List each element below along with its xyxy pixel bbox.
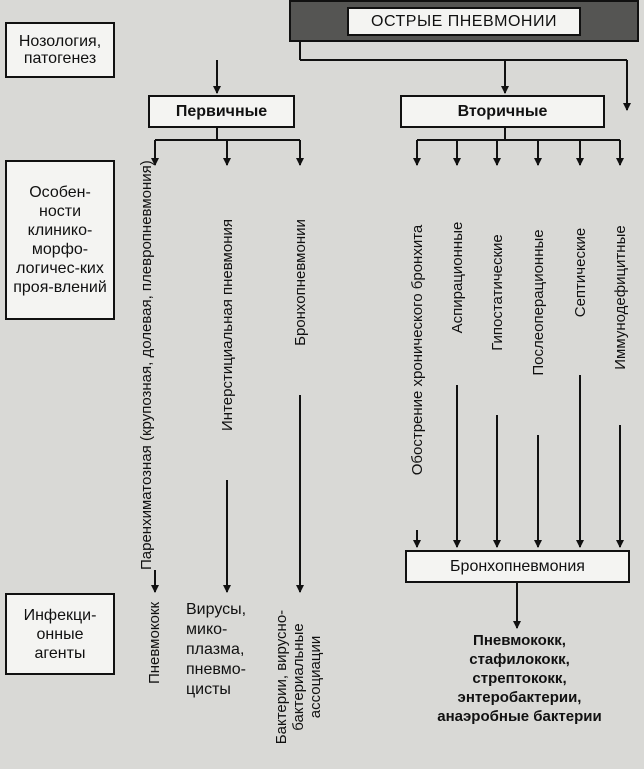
secondary-type-label: Иммунодефицитные (612, 225, 629, 370)
agents-label: Инфекци-онные агенты (23, 606, 97, 662)
secondary-type-septic (572, 170, 589, 375)
primary-agent-label: Бактерии, вирусно-бактериальные ассоциации (273, 609, 324, 745)
secondary-type-aspiration (449, 170, 466, 385)
nosology-label: Нозология, патогенез (18, 33, 102, 67)
diagram-title: ОСТРЫЕ ПНЕВМОНИИ (347, 7, 581, 36)
primary-agent-label: Пневмококк (146, 601, 163, 685)
secondary-type-hypostatic (489, 170, 506, 415)
secondary-type-bronchitis (409, 170, 426, 530)
primary-type-label: Бронхопневмонии (292, 219, 309, 346)
agent-bacteria-associations (273, 592, 324, 762)
primary-label: Первичные (175, 103, 268, 120)
title-box (289, 0, 639, 42)
agents-box (5, 593, 115, 675)
primary-type-label: Паренхиматозная (крупозная, долевая, плевропневмония) (138, 160, 155, 570)
primary-type-label: Интерстициальная пневмония (219, 219, 236, 431)
primary-agent-label: Вирусы, мико-плазма, пневмо-цисты (186, 601, 247, 698)
agent-viruses (186, 600, 278, 700)
secondary-type-label: Послеоперационные (530, 229, 547, 376)
features-box (5, 160, 115, 320)
secondary-type-label: Септические (572, 227, 589, 318)
nosology-box (5, 22, 115, 78)
secondary-agents (422, 631, 617, 726)
secondary-agents-label: Пневмококк, стафилококк, стрептококк, энтеробактерии, анаэробные бактерии (437, 632, 602, 725)
secondary-label: Вторичные (457, 103, 548, 120)
secondary-type-postoperative (530, 170, 547, 435)
agent-pneumococcus (146, 596, 163, 690)
primary-box (148, 95, 295, 128)
primary-type-parenchymatous (138, 160, 155, 570)
bronchopneumonia-box (405, 550, 630, 583)
features-label: Особен-ности клинико-морфо-логичес-ких проя-влений (13, 184, 107, 296)
secondary-type-label: Гипостатические (489, 234, 506, 351)
primary-type-interstitial (219, 170, 236, 480)
secondary-box (400, 95, 605, 128)
secondary-type-label: Обострение хронического бронхита (409, 224, 426, 476)
secondary-type-immunodeficiency (612, 170, 629, 425)
bronchopneumonia-label: Бронхопневмония (450, 558, 585, 575)
primary-type-bronchopneumonia (292, 170, 309, 395)
secondary-type-label: Аспирационные (449, 221, 466, 334)
